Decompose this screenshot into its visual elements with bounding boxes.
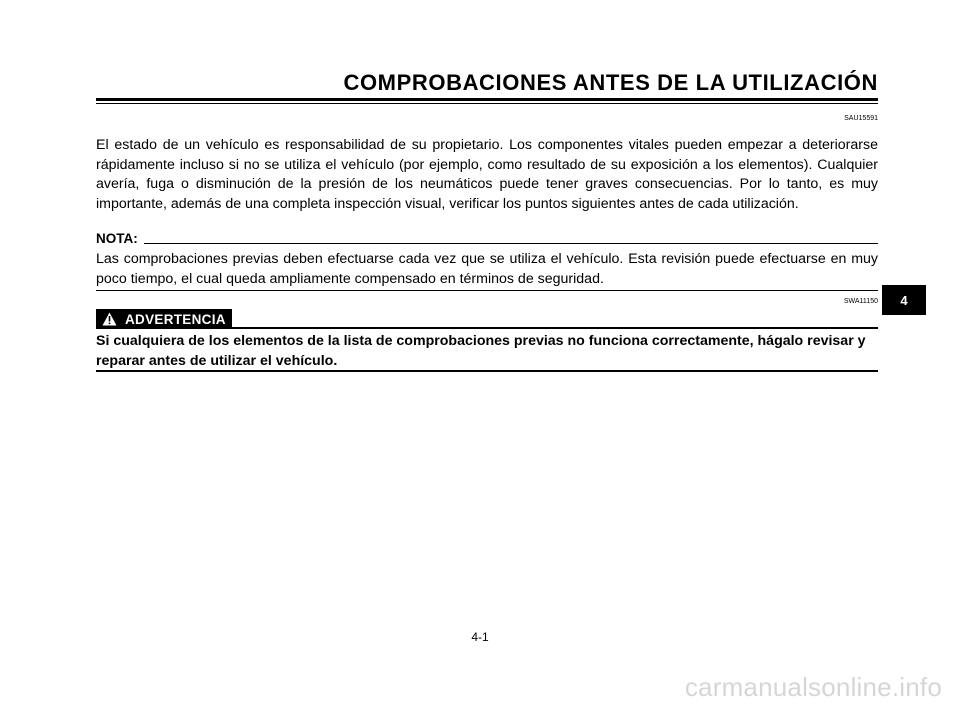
note-header	[96, 232, 878, 246]
chapter-tab: 4	[882, 285, 926, 315]
note-rule	[144, 243, 878, 244]
note-text: Las comprobaciones previas deben efectuarse cada vez que se utiliza el vehículo. Esta revisión puede efectuarse en muy poco tiempo, el cual queda ampliamente compensado en términos de seguridad.	[96, 251, 878, 287]
watermark: carmanualsonline.info	[684, 672, 942, 702]
warning-text: Si cualquiera de los elementos de la lista de comprobaciones previas no funciona correctamente, hágalo revisar y reparar antes de utilizar el vehículo.	[96, 333, 866, 369]
note-end-rule	[96, 290, 878, 291]
warning-triangle-icon	[102, 312, 117, 326]
page-number: 4-1	[471, 630, 489, 644]
warning-label: ADVERTENCIA	[125, 311, 226, 327]
title-rule	[96, 98, 878, 104]
warning-end-rule	[96, 370, 878, 372]
intro-paragraph: El estado de un vehículo es responsabilidad de su propietario. Los componentes vitales pueden empezar a deteriorarse rápidamente incluso si no se utiliza el vehículo (por ejemplo, como resultado de su exposición a los elementos). Cualquier avería, fuga o disminución de la presión de los neumáticos puede tener graves consecuencias. Por lo tanto, es muy importante, además de una completa inspección visual, verificar los puntos siguientes antes de cada utilización.	[96, 137, 878, 212]
warning-badge	[96, 309, 232, 329]
warning-code: SWA11150	[843, 298, 878, 305]
section-code: SAU15591	[844, 115, 878, 122]
note-label: NOTA:	[96, 231, 138, 246]
warning-rule	[232, 327, 878, 329]
warning-header	[96, 307, 878, 329]
page-title: COMPROBACIONES ANTES DE LA UTILIZACIÓN	[343, 70, 878, 95]
